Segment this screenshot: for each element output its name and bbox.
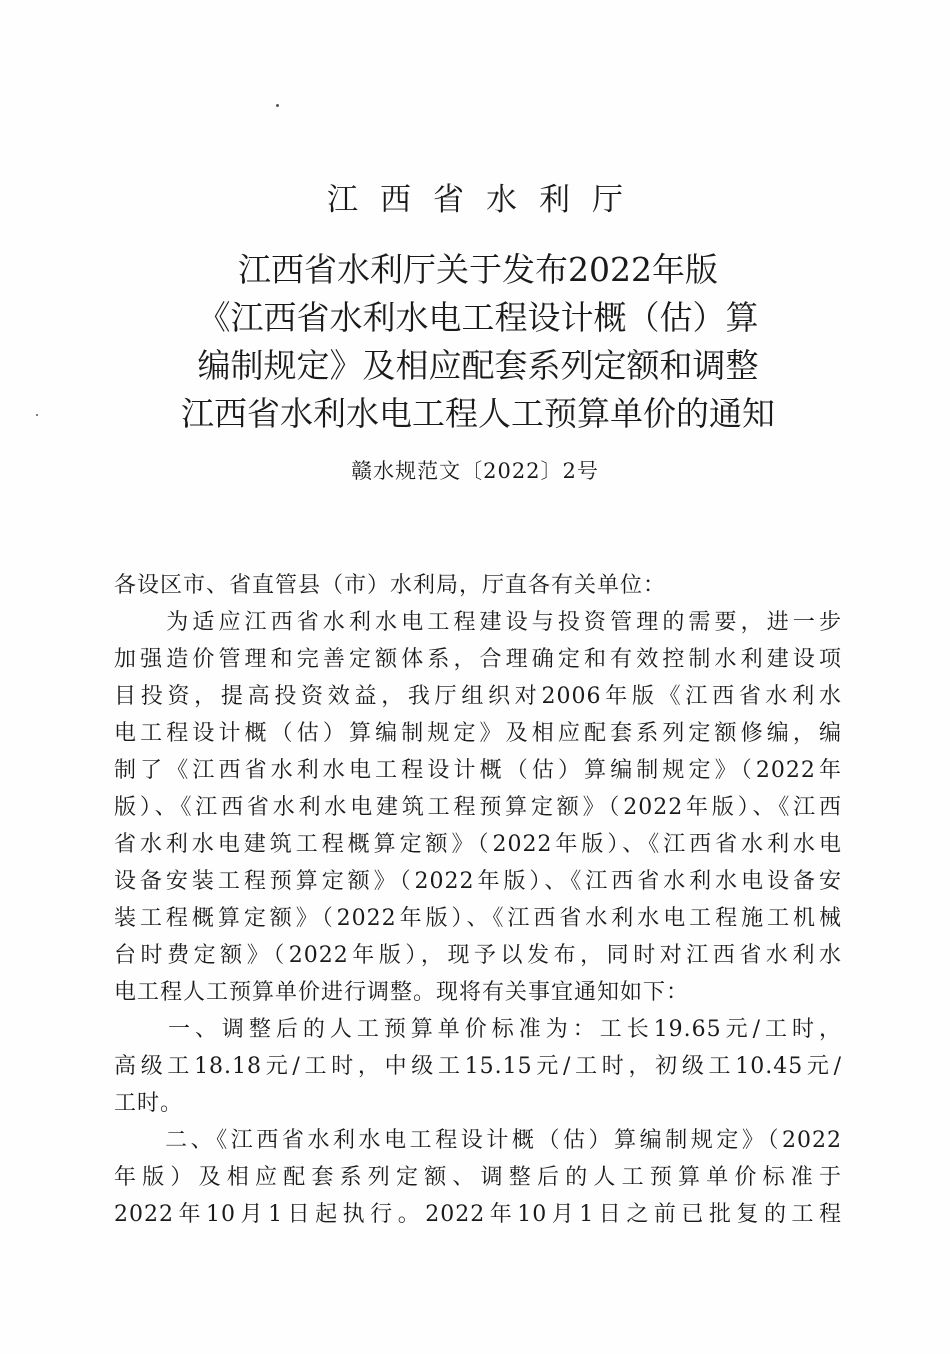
title-line: 《江西省水利水电工程设计概（估）算 xyxy=(197,298,759,337)
body-line: 各设区市、省直管县（市）水利局，厅直各有关单位： xyxy=(114,573,667,598)
scan-speck xyxy=(276,104,279,107)
body-line: 工时。 xyxy=(114,1091,184,1116)
body-line: 制了《江西省水利水电工程设计概（估）算编制规定》（2022年 xyxy=(114,758,842,783)
body-line: 装工程概算定额》（2022年版）、《江西省水利水电工程施工机械 xyxy=(114,906,842,931)
body-line: 设备安装工程预算定额》（2022年版）、《江西省水利水电设备安 xyxy=(114,869,842,894)
document-number: 赣水规范文〔2022〕2号 xyxy=(351,459,599,483)
issuer-heading: 江西省水利厅 xyxy=(327,182,645,218)
body-line: 电工程人工预算单价进行调整。现将有关事宜通知如下： xyxy=(114,980,690,1005)
notice-title xyxy=(120,246,836,438)
body-line: 省水利水电建筑工程概算定额》（2022年版）、《江西省水利水电 xyxy=(114,832,842,857)
body-line: 2022年10月1日起执行。2022年10月1日之前已批复的工程 xyxy=(114,1202,842,1227)
scan-speck xyxy=(36,414,38,416)
body-line: 为适应江西省水利水电工程建设与投资管理的需要，进一步 xyxy=(114,610,842,635)
title-line: 江西省水利水电工程人工预算单价的通知 xyxy=(181,394,775,433)
body-line: 一、调整后的人工预算单价标准为：工长19.65元/工时， xyxy=(114,1017,842,1042)
notice-body xyxy=(114,567,842,1233)
body-line: 目投资，提高投资效益，我厅组织对2006年版《江西省水利水 xyxy=(114,684,842,709)
body-line: 台时费定额》（2022年版），现予以发布，同时对江西省水利水 xyxy=(114,943,842,968)
body-line: 电工程设计概（估）算编制规定》及相应配套系列定额修编，编 xyxy=(114,721,842,746)
body-line: 二、《江西省水利水电工程设计概（估）算编制规定》（2022 xyxy=(114,1128,842,1153)
title-line: 编制规定》及相应配套系列定额和调整 xyxy=(197,346,759,385)
body-line: 年版）及相应配套系列定额、调整后的人工预算单价标准于 xyxy=(114,1165,842,1190)
body-line: 版）、《江西省水利水电建筑工程预算定额》（2022年版）、《江西 xyxy=(114,795,842,820)
body-line: 加强造价管理和完善定额体系，合理确定和有效控制水利建设项 xyxy=(114,647,842,672)
body-line: 高级工18.18元/工时，中级工15.15元/工时，初级工10.45元/ xyxy=(114,1054,842,1079)
title-line: 江西省水利厅关于发布2022年版 xyxy=(238,250,718,289)
